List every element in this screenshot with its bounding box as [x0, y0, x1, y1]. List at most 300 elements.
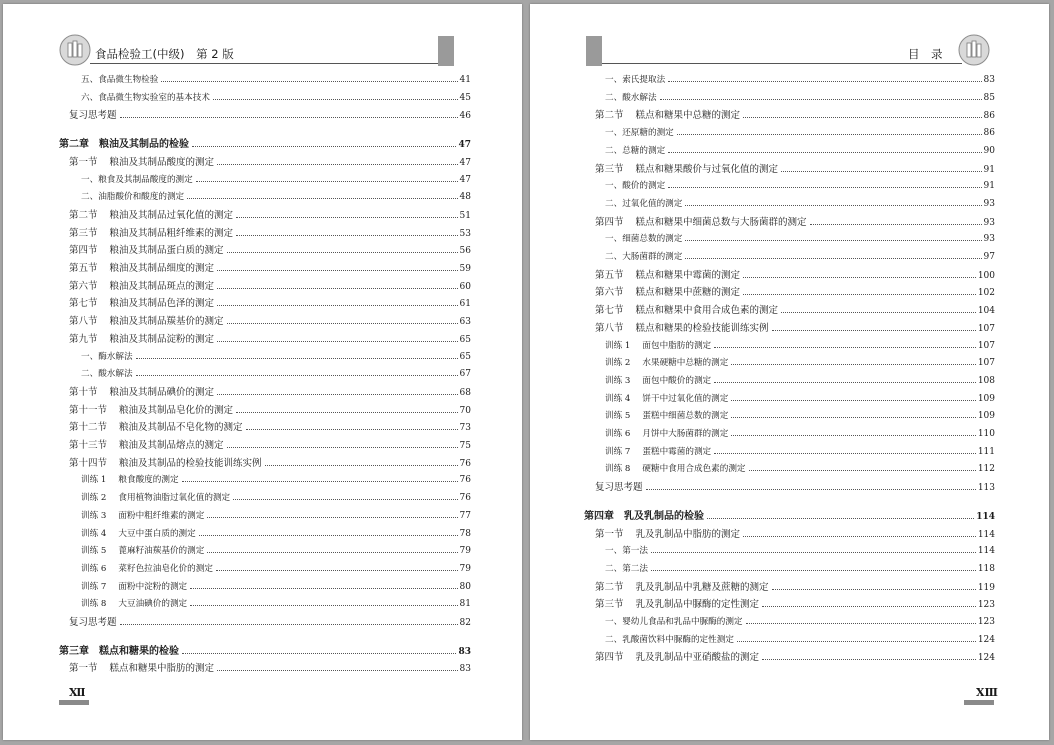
dot-leader — [236, 217, 458, 218]
toc-page-number: 109 — [977, 393, 995, 404]
header-rule — [602, 63, 962, 64]
toc-page-number: 70 — [459, 405, 471, 416]
toc-number: 第三节 — [595, 599, 624, 611]
toc-page-number: 67 — [459, 369, 471, 380]
toc-label: 糕点和糖果的检验技能训练实例 — [635, 322, 769, 334]
toc-page-number: 91 — [983, 181, 995, 192]
right-page — [530, 4, 1049, 740]
toc-label: 糕点和糖果中蔗糖的测定 — [635, 287, 741, 299]
dot-leader — [685, 258, 981, 259]
toc-subsection — [81, 563, 471, 576]
toc-subsection — [605, 375, 995, 388]
toc-section — [69, 333, 471, 346]
toc-number: 第三节 — [595, 163, 624, 175]
toc-page-number: 75 — [459, 441, 471, 451]
toc-number: 训练 7 — [81, 581, 107, 592]
toc-subsection — [605, 74, 995, 87]
toc-page-number: 46 — [459, 111, 471, 122]
toc-label: 糕点和糖果中霉菌的测定 — [635, 269, 741, 281]
toc-section — [69, 227, 471, 240]
dot-leader — [217, 288, 458, 289]
toc-section — [69, 280, 471, 293]
toc-label: 大豆中蛋白质的测定 — [118, 528, 196, 539]
dot-leader — [182, 481, 458, 482]
dot-leader — [217, 305, 458, 306]
toc-label: 二、过氧化值的测定 — [605, 198, 683, 209]
toc-page-number: 48 — [459, 192, 471, 203]
dot-leader — [668, 81, 981, 82]
toc-page-number: 113 — [977, 483, 995, 494]
dot-leader — [236, 235, 458, 236]
toc-section — [69, 421, 471, 434]
dot-leader — [217, 394, 458, 395]
toc-subsection — [81, 598, 471, 611]
toc-label: 一、酶水解法 — [81, 351, 133, 362]
toc-number: 第二节 — [69, 209, 98, 221]
toc-page-number: 123 — [977, 617, 995, 627]
toc-label: 二、酸水解法 — [605, 92, 657, 103]
toc-page-number: 77 — [459, 510, 471, 521]
dot-leader — [227, 447, 458, 448]
toc-label: 第四章 乳及乳制品的检验 — [584, 510, 704, 522]
dot-leader — [749, 470, 976, 471]
toc-number: 第八节 — [595, 322, 624, 334]
toc-section — [595, 598, 995, 611]
toc-section — [69, 109, 471, 122]
toc-page-number: 45 — [459, 92, 471, 103]
toc-number: 训练 5 — [605, 411, 631, 422]
toc-page-number: 114 — [977, 529, 995, 540]
dot-leader — [246, 429, 458, 430]
toc-subsection — [605, 446, 995, 459]
dot-leader — [120, 624, 458, 625]
toc-number: 第九节 — [69, 333, 98, 345]
toc-number: 训练 3 — [605, 375, 631, 386]
toc-number: 第八节 — [69, 316, 98, 328]
toc-subsection — [81, 174, 471, 187]
toc-subsection — [81, 545, 471, 558]
toc-page-number: 124 — [977, 653, 995, 664]
dot-leader — [714, 382, 976, 383]
toc-number: 训练 3 — [81, 510, 107, 521]
toc-label: 面粉中淀粉的测定 — [118, 581, 188, 592]
dot-leader — [217, 164, 458, 165]
toc-section — [595, 216, 995, 229]
dot-leader — [677, 134, 982, 135]
running-header — [95, 46, 234, 62]
dot-leader — [762, 606, 976, 607]
toc-label: 二、总糖的测定 — [605, 145, 666, 156]
toc-label: 一、索氏提取法 — [605, 75, 666, 85]
toc-page-number: 107 — [977, 358, 995, 369]
toc-page-number: 68 — [459, 387, 471, 398]
toc-label: 粮油及其制品碘价的测定 — [109, 386, 215, 398]
toc-subsection — [605, 357, 995, 370]
dot-leader — [136, 375, 458, 376]
toc-page-number: 79 — [459, 546, 471, 557]
toc-section — [69, 262, 471, 275]
toc-page-number: 119 — [977, 582, 995, 593]
dot-leader — [743, 536, 976, 537]
toc-page-number: 91 — [983, 164, 995, 175]
toc-section — [595, 286, 995, 299]
toc-page-number: 79 — [459, 563, 471, 574]
toc-page-number: 65 — [459, 334, 471, 345]
toc-section — [69, 439, 471, 452]
toc-number: 第五节 — [595, 269, 624, 281]
toc-label: 一、酸价的测定 — [605, 181, 666, 192]
toc-label: 二、酸水解法 — [81, 369, 133, 380]
toc-page-number: 112 — [977, 464, 995, 475]
toc-page-number: 80 — [459, 581, 471, 592]
toc-section — [595, 163, 995, 176]
toc-label: 二、第二法 — [605, 563, 648, 574]
dot-leader — [213, 99, 458, 100]
dot-leader — [810, 224, 982, 225]
toc-page-number: 63 — [459, 317, 471, 328]
toc-label: 粮油及其制品的检验技能训练实例 — [119, 457, 262, 469]
dot-leader — [685, 205, 981, 206]
dot-leader — [668, 152, 981, 153]
toc-number: 第四节 — [595, 216, 624, 228]
toc-page-number: 104 — [977, 306, 995, 317]
toc-subsection — [605, 410, 995, 423]
toc-section — [595, 651, 995, 664]
toc-page-number: 93 — [983, 198, 995, 209]
toc-subsection — [605, 563, 995, 576]
toc-label: 蓖麻籽油羰基价的测定 — [118, 546, 205, 557]
toc-label: 糕点和糖果中食用合成色素的测定 — [635, 305, 779, 317]
toc-number: 训练 4 — [605, 393, 631, 404]
toc-label: 第三章 糕点和糖果的检验 — [59, 645, 179, 657]
toc-page-number: 65 — [459, 351, 471, 362]
toc-page-number: 82 — [459, 618, 471, 628]
toc-number: 训练 8 — [605, 464, 631, 475]
toc-label: 一、第一法 — [605, 546, 648, 557]
toc-page-number: 108 — [977, 375, 995, 386]
toc-label: 水果硬糖中总糖的测定 — [642, 358, 729, 369]
toc-label: 一、婴幼儿食品和乳品中脲酶的测定 — [605, 617, 743, 627]
toc-number: 训练 5 — [81, 546, 107, 557]
toc-number: 训练 6 — [605, 429, 631, 439]
toc-label: 粮食酸度的测定 — [118, 475, 179, 486]
dot-leader — [743, 294, 976, 295]
toc-label: 面粉中粗纤维素的测定 — [118, 510, 205, 521]
toc-label: 乳及乳制品中乳糖及蔗糖的测定 — [635, 581, 769, 593]
toc-page-number: 109 — [977, 411, 995, 422]
toc-section — [595, 304, 995, 317]
toc-label: 蛋糕中细菌总数的测定 — [642, 411, 729, 422]
toc-label: 复习思考题 — [69, 110, 117, 122]
toc-subsection — [81, 474, 471, 487]
toc-label: 乳及乳制品中脂肪的测定 — [635, 528, 741, 540]
toc-subsection — [605, 545, 995, 558]
toc-number: 训练 1 — [605, 340, 631, 351]
toc-section — [69, 457, 471, 470]
toc-label: 粮油及其制品粗纤维素的测定 — [109, 227, 234, 239]
toc-label: 一、细菌总数的测定 — [605, 234, 683, 245]
toc-section — [69, 156, 471, 169]
dot-leader — [781, 171, 982, 172]
dot-leader — [161, 81, 457, 82]
dot-leader — [217, 341, 458, 342]
dot-leader — [199, 535, 458, 536]
toc-page-number: 47 — [459, 157, 471, 168]
dot-leader — [217, 270, 458, 271]
toc-page-number: 73 — [459, 423, 471, 434]
toc-section — [595, 269, 995, 282]
toc-label: 五、食品微生物检验 — [81, 75, 159, 85]
toc-label: 糕点和糖果中脂肪的测定 — [109, 663, 215, 675]
toc-number: 第十节 — [69, 386, 98, 398]
toc-page-number: 76 — [459, 493, 471, 504]
dot-leader — [772, 589, 976, 590]
dot-leader — [772, 330, 976, 331]
toc-number: 训练 2 — [81, 493, 107, 504]
toc-subsection — [81, 368, 471, 381]
toc-number: 训练 6 — [81, 563, 107, 574]
toc-page-number: 97 — [983, 252, 995, 262]
toc-section — [595, 481, 995, 494]
dot-leader — [714, 453, 976, 454]
toc-subsection — [605, 463, 995, 476]
book-title: 食品检验工(中级) — [95, 47, 185, 61]
toc-number: 训练 7 — [605, 446, 631, 457]
toc-page-number: 114 — [976, 511, 995, 522]
toc-label: 乳及乳制品中亚硝酸盐的测定 — [635, 652, 760, 664]
toc-number: 第十三节 — [69, 440, 108, 451]
toc-page-number: 60 — [459, 281, 471, 292]
dot-leader — [651, 570, 976, 571]
dot-leader — [196, 181, 458, 182]
book-logo-icon — [59, 34, 91, 66]
toc-subsection — [81, 492, 471, 505]
toc-subsection — [81, 191, 471, 204]
dot-leader — [190, 605, 457, 606]
toc-number: 第二节 — [595, 581, 624, 593]
toc-label: 大豆油碘价的测定 — [118, 599, 188, 610]
toc-page-number: 85 — [983, 92, 995, 103]
toc-label: 蛋糕中霉菌的测定 — [642, 446, 712, 457]
dot-leader — [707, 518, 974, 519]
toc-section — [69, 386, 471, 399]
toc-subsection — [605, 127, 995, 140]
toc-label: 粮油及其制品不皂化物的测定 — [119, 422, 243, 434]
toc-number: 第十二节 — [69, 422, 108, 434]
toc-page-number: 59 — [459, 264, 471, 274]
toc-label: 糕点和糖果中细菌总数与大肠菌群的测定 — [635, 216, 807, 228]
toc-label: 菜籽色拉油皂化价的测定 — [118, 563, 213, 574]
dot-leader — [737, 641, 976, 642]
header-rule — [90, 63, 454, 64]
dot-leader — [187, 198, 457, 199]
toc-page-number: 107 — [977, 340, 995, 351]
dot-leader — [685, 240, 981, 241]
toc-subsection — [605, 180, 995, 193]
toc-subsection — [605, 92, 995, 105]
toc-number: 第一节 — [595, 528, 624, 540]
contents-title: 目 录 — [908, 47, 943, 61]
toc-page-number: 107 — [977, 323, 995, 334]
toc-page-number: 78 — [459, 528, 471, 539]
folio-bar — [59, 700, 89, 705]
dot-leader — [207, 552, 457, 553]
toc-number: 第一节 — [69, 663, 98, 675]
toc-page-number: 41 — [459, 75, 471, 85]
toc-label: 糕点和糖果中总糖的测定 — [635, 110, 741, 122]
toc-section — [595, 528, 995, 541]
toc-number: 第七节 — [595, 305, 624, 317]
dot-leader — [731, 417, 975, 418]
toc-chapter — [584, 510, 995, 523]
toc-number: 第六节 — [595, 287, 624, 299]
left-page — [3, 4, 522, 740]
dot-leader — [216, 570, 458, 571]
edition: 第 2 版 — [196, 47, 234, 61]
toc-subsection — [605, 251, 995, 264]
toc-page-number: 124 — [977, 634, 995, 645]
toc-subsection — [605, 145, 995, 158]
toc-page-number: 81 — [459, 599, 471, 610]
toc-label: 复习思考题 — [595, 482, 643, 494]
toc-number: 第十四节 — [69, 457, 108, 469]
toc-section — [69, 315, 471, 328]
toc-number: 训练 8 — [81, 599, 107, 610]
toc-label: 粮油及其制品色泽的测定 — [109, 298, 215, 310]
toc-number: 训练 1 — [81, 475, 107, 486]
dot-leader — [714, 347, 976, 348]
toc-section — [69, 616, 471, 629]
toc-number: 第四节 — [69, 245, 98, 257]
dot-leader — [233, 499, 457, 500]
header-block — [586, 36, 602, 66]
toc-subsection — [605, 428, 995, 441]
toc-label: 乳及乳制品中脲酶的定性测定 — [635, 599, 760, 611]
toc-page-number: 51 — [459, 210, 471, 221]
toc-label: 第二章 粮油及其制品的检验 — [59, 139, 189, 151]
toc-subsection — [81, 351, 471, 364]
toc-page-number: 76 — [459, 475, 471, 486]
toc-section — [595, 581, 995, 594]
page-number: ⅩⅢ — [976, 686, 998, 699]
dot-leader — [182, 653, 456, 654]
toc-page-number: 86 — [983, 111, 995, 122]
toc-subsection — [81, 528, 471, 541]
toc-number: 训练 4 — [81, 528, 107, 539]
toc-label: 面包中酸价的测定 — [642, 375, 712, 386]
toc-label: 二、乳酸菌饮料中脲酶的定性测定 — [605, 634, 734, 645]
toc-page-number: 114 — [977, 546, 995, 557]
dot-leader — [217, 670, 458, 671]
dot-leader — [190, 588, 457, 589]
toc-number: 第二节 — [595, 110, 624, 122]
toc-label: 复习思考题 — [69, 617, 117, 628]
toc-page-number: 53 — [459, 228, 471, 239]
toc-number: 第一节 — [69, 156, 98, 168]
toc-subsection — [605, 616, 995, 629]
dot-leader — [192, 146, 456, 147]
toc-page-number: 110 — [977, 429, 995, 439]
header-block — [438, 36, 454, 66]
toc-label: 粮油及其制品酸度的测定 — [109, 156, 215, 168]
toc-label: 食用植物油脂过氧化值的测定 — [118, 493, 231, 504]
toc-label: 一、还原糖的测定 — [605, 128, 674, 139]
toc-number: 第五节 — [69, 263, 98, 274]
dot-leader — [660, 99, 982, 100]
toc-subsection — [81, 510, 471, 523]
folio-bar — [964, 700, 994, 705]
toc-section — [69, 404, 471, 417]
toc-page-number: 56 — [459, 246, 471, 257]
toc-number: 第四节 — [595, 652, 624, 664]
toc-subsection — [81, 92, 471, 105]
dot-leader — [743, 117, 982, 118]
toc-label: 六、食品微生物实验室的基本技术 — [81, 92, 210, 103]
toc-number: 第七节 — [69, 298, 98, 310]
toc-page-number: 90 — [983, 145, 995, 156]
toc-label: 月饼中大肠菌群的测定 — [642, 429, 729, 439]
toc-number: 第三节 — [69, 227, 98, 239]
dot-leader — [731, 435, 975, 436]
toc-page-number: 123 — [977, 600, 995, 611]
dot-leader — [781, 312, 976, 313]
toc-subsection — [605, 198, 995, 211]
toc-page-number: 83 — [458, 646, 471, 657]
toc-label: 粮油及其制品皂化价的测定 — [119, 404, 234, 416]
page-number: Ⅻ — [69, 686, 86, 699]
toc-number: 第六节 — [69, 280, 98, 292]
toc-page-number: 118 — [977, 563, 995, 574]
toc-label: 粮油及其制品羰基价的测定 — [109, 316, 224, 328]
toc-page-number: 100 — [977, 270, 995, 281]
toc-section — [69, 662, 471, 675]
dot-leader — [731, 364, 975, 365]
toc-label: 粮油及其制品淀粉的测定 — [109, 333, 215, 345]
toc-label: 粮油及其制品斑点的测定 — [109, 280, 215, 292]
dot-leader — [668, 187, 981, 188]
toc-label: 二、大肠菌群的测定 — [605, 252, 683, 262]
dot-leader — [207, 517, 457, 518]
toc-number: 训练 2 — [605, 358, 631, 369]
toc-section — [69, 297, 471, 310]
toc-number: 第十一节 — [69, 404, 108, 416]
toc-subsection — [605, 393, 995, 406]
dot-leader — [236, 412, 458, 413]
toc-page-number: 83 — [459, 664, 471, 675]
dot-leader — [651, 552, 976, 553]
toc-section — [69, 244, 471, 257]
dot-leader — [227, 323, 458, 324]
dot-leader — [646, 489, 976, 490]
dot-leader — [120, 117, 458, 118]
dot-leader — [746, 623, 976, 624]
toc-label: 粮油及其制品细度的测定 — [109, 263, 215, 274]
toc-page-number: 102 — [977, 288, 995, 299]
toc-chapter — [59, 645, 471, 658]
toc-page-number: 111 — [977, 446, 995, 457]
toc-label: 粮油及其制品蛋白质的测定 — [109, 245, 224, 257]
dot-leader — [762, 659, 976, 660]
toc-section — [595, 322, 995, 335]
toc-subsection — [605, 634, 995, 647]
toc-label: 饼干中过氧化值的测定 — [642, 393, 729, 404]
toc-page-number: 86 — [983, 128, 995, 139]
toc-page-number: 93 — [983, 217, 995, 228]
dot-leader — [743, 277, 976, 278]
toc-label: 粮油及其制品过氧化值的测定 — [109, 209, 234, 221]
toc-section — [595, 109, 995, 122]
toc-page-number: 93 — [983, 234, 995, 245]
